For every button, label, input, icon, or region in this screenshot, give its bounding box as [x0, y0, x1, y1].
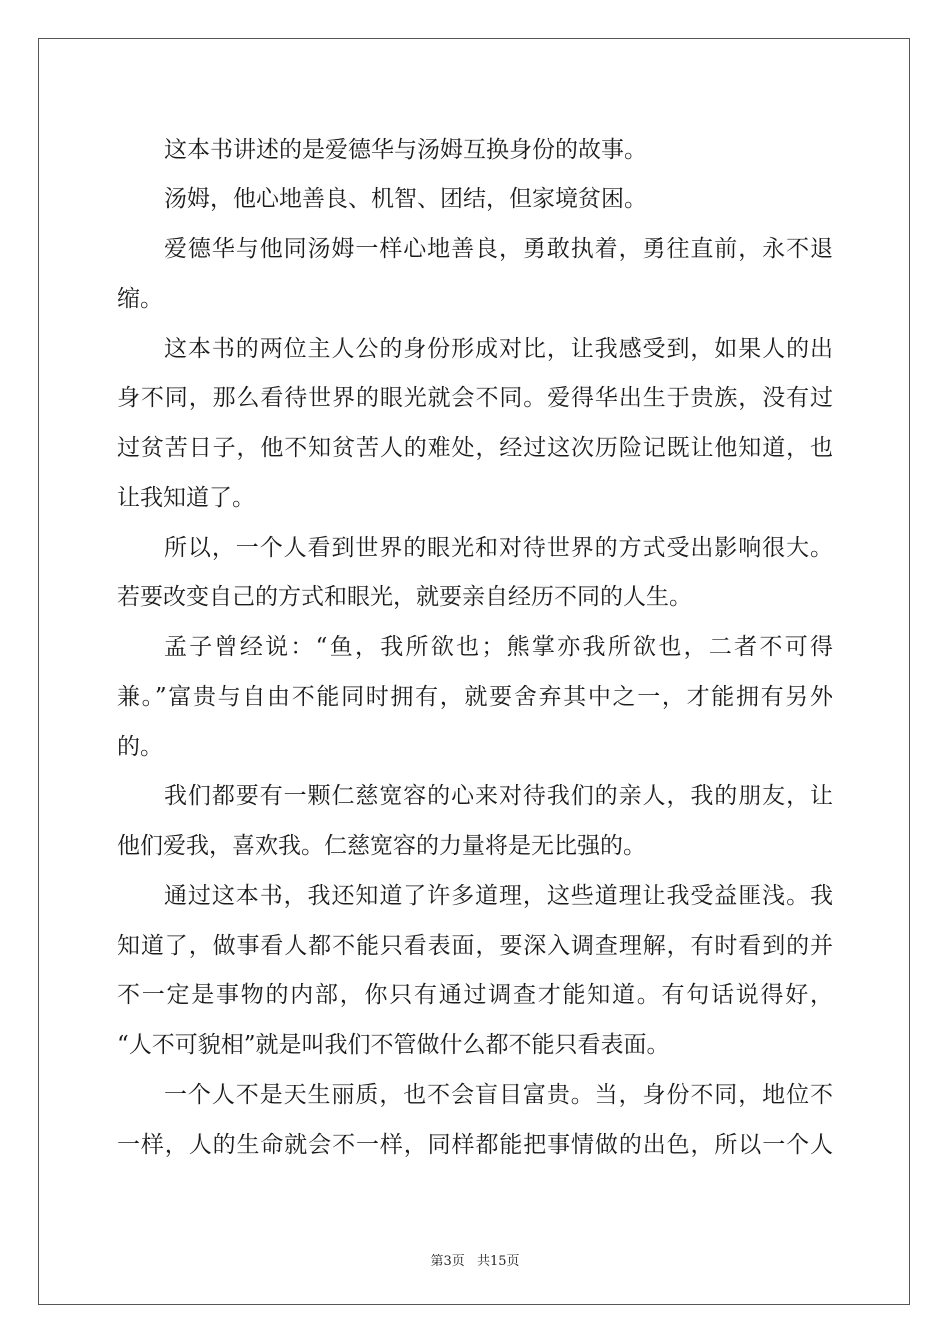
- text-line: 孟子曾经说：“鱼，我所欲也；熊掌亦我所欲也，二者不可得: [164, 634, 833, 660]
- text-line: 这本书讲述的是爱德华与汤姆互换身份的故事。: [164, 137, 647, 163]
- page-total: 共15页: [476, 1254, 520, 1269]
- text-line: 兼。”富贵与自由不能同时拥有，就要舍弃其中之一，才能拥有另外: [117, 684, 833, 710]
- text-line: 我们都要有一颗仁慈宽容的心来对待我们的亲人，我的朋友，让: [164, 783, 833, 809]
- page-border: [38, 38, 910, 1305]
- text-line: 他们爱我，喜欢我。仁慈宽容的力量将是无比强的。: [117, 833, 646, 859]
- page-footer: [0, 1250, 950, 1269]
- text-line: 让我知道了。: [117, 485, 255, 511]
- text-line: 缩。: [117, 286, 163, 312]
- text-line: 这本书的两位主人公的身份形成对比，让我感受到，如果人的出: [164, 336, 833, 362]
- text-line: 不一定是事物的内部，你只有通过调查才能知道。有句话说得好，: [117, 982, 833, 1008]
- text-line: 通过这本书，我还知道了许多道理，这些道理让我受益匪浅。我: [164, 883, 833, 909]
- text-line: 身不同，那么看待世界的眼光就会不同。爱得华出生于贵族，没有过: [117, 385, 833, 411]
- text-line: 若要改变自己的方式和眼光，就要亲自经历不同的人生。: [117, 584, 692, 610]
- text-line: 爱德华与他同汤姆一样心地善良，勇敢执着，勇往直前，永不退: [164, 236, 833, 262]
- text-line: 过贫苦日子，他不知贫苦人的难处，经过这次历险记既让他知道，也: [117, 435, 833, 461]
- text-line: 一个人不是天生丽质，也不会盲目富贵。当，身份不同，地位不: [164, 1082, 833, 1108]
- page-number: 第3页: [430, 1254, 465, 1269]
- text-line: “人不可貌相”就是叫我们不管做什么都不能只看表面。: [117, 1032, 670, 1058]
- text-line: 知道了，做事看人都不能只看表面，要深入调查理解，有时看到的并: [117, 933, 833, 959]
- text-line: 汤姆，他心地善良、机智、团结，但家境贫困。: [164, 186, 647, 212]
- text-line: 所以，一个人看到世界的眼光和对待世界的方式受出影响很大。: [164, 535, 833, 561]
- text-line: 一样，人的生命就会不一样，同样都能把事情做的出色，所以一个人: [117, 1132, 833, 1158]
- text-line: 的。: [117, 734, 163, 760]
